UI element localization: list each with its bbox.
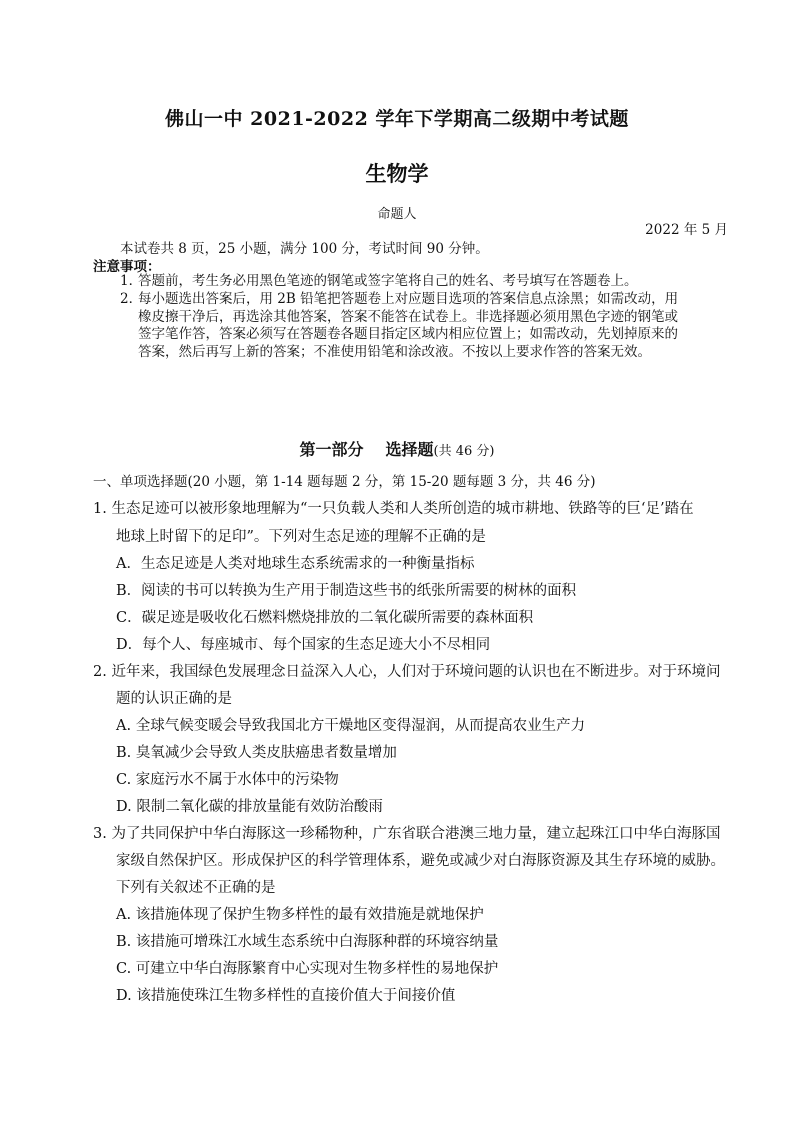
author-label: 命题人 (377, 207, 417, 222)
question-1-stem-line-1: 1. 生态足迹可以被形象地理解为“一只负载人类和人类所创造的城市耕地、铁路等的巨‘足’踏在 (93, 501, 694, 517)
question-3-option-c: C. 可建立中华白海豚繁育中心实现对生物多样性的易地保护 (116, 961, 499, 977)
exam-intro: 本试卷共 8 页，25 小题，满分 100 分，考试时间 90 分钟。 (120, 241, 489, 257)
notice-heading: 注意事项： (93, 259, 161, 275)
exam-date: 2022 年 5 月 (645, 222, 728, 238)
question-1-option-c: C．碳足迹是吸收化石燃料燃烧排放的二氧化碳所需要的森林面积 (116, 610, 534, 626)
notice-item-line: 签字笔作答，答案必须写在答题卷各题目指定区域内相应位置上；如需改动，先划掉原来的 (138, 326, 678, 342)
notice-item-line: 橡皮擦干净后，再选涂其他答案，答案不能答在试卷上。非选择题必须用黑色字迹的钢笔或 (138, 308, 678, 325)
question-1-stem-line-2: 地球上时留下的足印”。下列对生态足迹的理解不正确的是 (116, 529, 486, 545)
question-3-stem-line-3: 下列有关叙述不正确的是 (116, 880, 276, 896)
notice-item-line: 每小题选出答案后，用 2B 铅笔把答题卷上对应题目选项的答案信息点涂黑；如需改动，用 (138, 291, 679, 307)
notice-item-line: 答题前，考生务必用黑色笔迹的钢笔或签字笔将自己的姓名、考号填写在答题卷上。 (138, 273, 638, 289)
notice-item-number: 1． (120, 273, 143, 289)
question-2-option-c: C. 家庭污水不属于水体中的污染物 (116, 772, 339, 788)
question-2-stem-line-1: 2. 近年来，我国绿色发展理念日益深入人心，人们对于环境问题的认识也在不断进步。对于环境问 (93, 664, 721, 680)
notice-item-1 (120, 273, 706, 291)
subject-title: 生物学 (365, 161, 429, 186)
question-2-option-a: A. 全球气候变暖会导致我国北方干燥地区变得湿润，从而提高农业生产力 (116, 718, 586, 734)
question-3-stem-line-2: 家级自然保护区。形成保护区的科学管理体系，避免或减少对白海豚资源及其生存环境的威胁。 (116, 853, 725, 869)
section-heading (0, 437, 794, 460)
notice-item-line: 答案，然后再写上新的答案；不准使用铅笔和涂改液。不按以上要求作答的答案无效。 (138, 343, 651, 360)
section-part: 第一部分 (299, 440, 364, 459)
section-score-note: (共 46 分) (433, 444, 495, 459)
question-3-option-d: D. 该措施使珠江生物多样性的直接价值大于间接价值 (116, 988, 456, 1004)
question-3-stem-line-1: 3. 为了共同保护中华白海豚这一珍稀物种，广东省联合港澳三地力量，建立起珠江口中华白海豚国 (93, 826, 721, 842)
question-1-option-a: A．生态足迹是人类对地球生态系统需求的一种衡量指标 (116, 556, 475, 572)
exam-title: 佛山一中 2021-2022 学年下学期高二级期中考试题 (165, 108, 629, 130)
section-name: 选择题 (385, 440, 434, 459)
question-group-heading: 一、单项选择题(20 小题，第 1-14 题每题 2 分，第 15-20 题每题 3 分，共 46 分) (93, 474, 596, 490)
notice-item-number: 2． (120, 291, 143, 307)
question-3-option-b: B. 该措施可增珠江水域生态系统中白海豚种群的环境容纳量 (116, 934, 499, 950)
question-2-option-d: D. 限制二氧化碳的排放量能有效防治酸雨 (116, 799, 383, 815)
question-1-option-b: B．阅读的书可以转换为生产用于制造这些书的纸张所需要的树林的面积 (116, 583, 577, 599)
question-1-option-d: D．每个人、每座城市、每个国家的生态足迹大小不尽相同 (116, 637, 491, 653)
question-3-option-a: A. 该措施体现了保护生物多样性的最有效措施是就地保护 (116, 907, 484, 923)
question-2-stem-line-2: 题的认识正确的是 (116, 691, 232, 707)
question-2-option-b: B. 臭氧减少会导致人类皮肤癌患者数量增加 (116, 745, 397, 761)
notice-item-2 (120, 291, 706, 361)
